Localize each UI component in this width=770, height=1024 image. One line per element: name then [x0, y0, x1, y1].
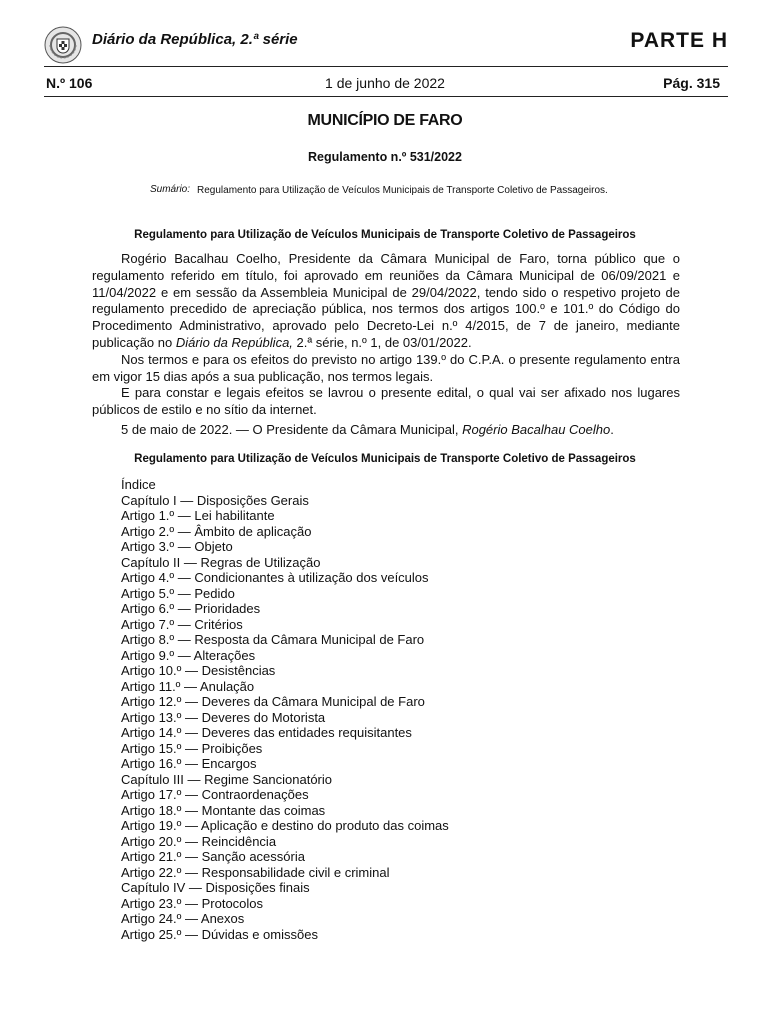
subheader-divider [44, 96, 728, 97]
signature-line: 5 de maio de 2022. — O Presidente da Câmara Municipal, Rogério Bacalhau Coelho. [121, 422, 614, 437]
toc-entry: Artigo 12.º — Deveres da Câmara Municipal de Faro [121, 694, 425, 709]
issue-date: 1 de junho de 2022 [325, 75, 445, 91]
toc-entry: Artigo 4.º — Condicionantes à utilização dos veículos [121, 570, 429, 585]
toc-entry: Artigo 14.º — Deveres das entidades requisitantes [121, 725, 412, 740]
municipality-title: MUNICÍPIO DE FARO [307, 112, 463, 129]
toc-entry: Artigo 2.º — Âmbito de aplicação [121, 523, 312, 539]
toc-entry: Artigo 10.º — Desistências [121, 663, 276, 678]
summary-text: Regulamento para Utilização de Veículos Municipais de Transporte Coletivo de Passageiros. [197, 185, 608, 196]
paragraph-1: Rogério Bacalhau Coelho, Presidente da Câmara Municipal de Faro, torna público que o regulamento referido em título, foi aprovado em reuniões da Câmara Municipal de 06/09/2021 e 11/04/2022 e em sessão da Assembleia Municipal de 29/04/2022, tendo sido o respetivo projeto de regulamento precedido de apreciação pública, nos termos dos artigos 100.º e 101.º do Código do Procedimento Administrativo, aprovado pelo Decreto-Lei n.º 4/2015, de 7 de janeiro, mediante publicação no Diário da República, 2.ª série, n.º 1, de 03/01/2022. [92, 251, 680, 350]
toc-entry: Artigo 17.º — Contraordenações [121, 787, 309, 802]
toc-entry: Índice [121, 477, 156, 492]
part-label: PARTE H [630, 29, 728, 52]
summary-label: Sumário: [150, 184, 191, 195]
toc-entry: Artigo 5.º — Pedido [121, 585, 235, 601]
toc-entry: Artigo 9.º — Alterações [121, 647, 256, 663]
publication-title: Diário da República, 2.ª série [92, 31, 298, 48]
toc-entry: Capítulo I — Disposições Gerais [121, 492, 309, 508]
paragraph-3: E para constar e legais efeitos se lavrou o presente edital, o qual vai ser afixado nos lugares públicos de estilo e no sítio da internet. [92, 385, 680, 418]
toc-entry: Artigo 21.º — Sanção acessória [121, 849, 305, 864]
toc-entry: Artigo 7.º — Critérios [121, 616, 243, 632]
regulation-number: Regulamento n.º 531/2022 [308, 150, 462, 164]
page-number: Pág. 315 [663, 75, 720, 91]
toc-entry: Capítulo II — Regras de Utilização [121, 554, 321, 570]
toc-entry: Artigo 20.º — Reincidência [121, 833, 277, 849]
toc-entry: Capítulo III — Regime Sancionatório [121, 771, 332, 787]
toc-entry: Artigo 22.º — Responsabilidade civil e criminal [121, 864, 390, 880]
header-divider [44, 66, 728, 67]
section-title-2: Regulamento para Utilização de Veículos Municipais de Transporte Coletivo de Passageiros [134, 453, 636, 465]
toc-entry: Artigo 15.º — Proibições [121, 740, 263, 756]
edict-body [92, 251, 680, 419]
paragraph-2: Nos termos e para os efeitos do previsto no artigo 139.º do C.P.A. o presente regulamento entra em vigor 15 dias após a sua publicação, nos termos legais. [92, 351, 680, 384]
toc-entry: Artigo 13.º — Deveres do Motorista [121, 709, 326, 725]
toc-entry: Artigo 19.º — Aplicação e destino do produto das coimas [121, 818, 449, 833]
toc-entry: Artigo 24.º — Anexos [121, 911, 245, 926]
toc-entry: Artigo 1.º — Lei habilitante [121, 508, 275, 523]
toc-entry: Artigo 8.º — Resposta da Câmara Municipal de Faro [121, 632, 425, 647]
toc-entry: Artigo 23.º — Protocolos [121, 895, 264, 911]
table-of-contents [121, 477, 449, 942]
toc-entry: Capítulo IV — Disposições finais [121, 880, 310, 895]
toc-entry: Artigo 18.º — Montante das coimas [121, 802, 326, 818]
coat-of-arms-icon [44, 26, 82, 64]
toc-entry: Artigo 3.º — Objeto [121, 539, 233, 554]
section-title: Regulamento para Utilização de Veículos Municipais de Transporte Coletivo de Passageiros [134, 229, 636, 241]
toc-entry: Artigo 25.º — Dúvidas e omissões [121, 926, 318, 942]
toc-entry: Artigo 16.º — Encargos [121, 756, 257, 771]
toc-entry: Artigo 6.º — Prioridades [121, 601, 261, 616]
issue-number: N.º 106 [46, 75, 93, 91]
toc-entry: Artigo 11.º — Anulação [121, 678, 255, 694]
